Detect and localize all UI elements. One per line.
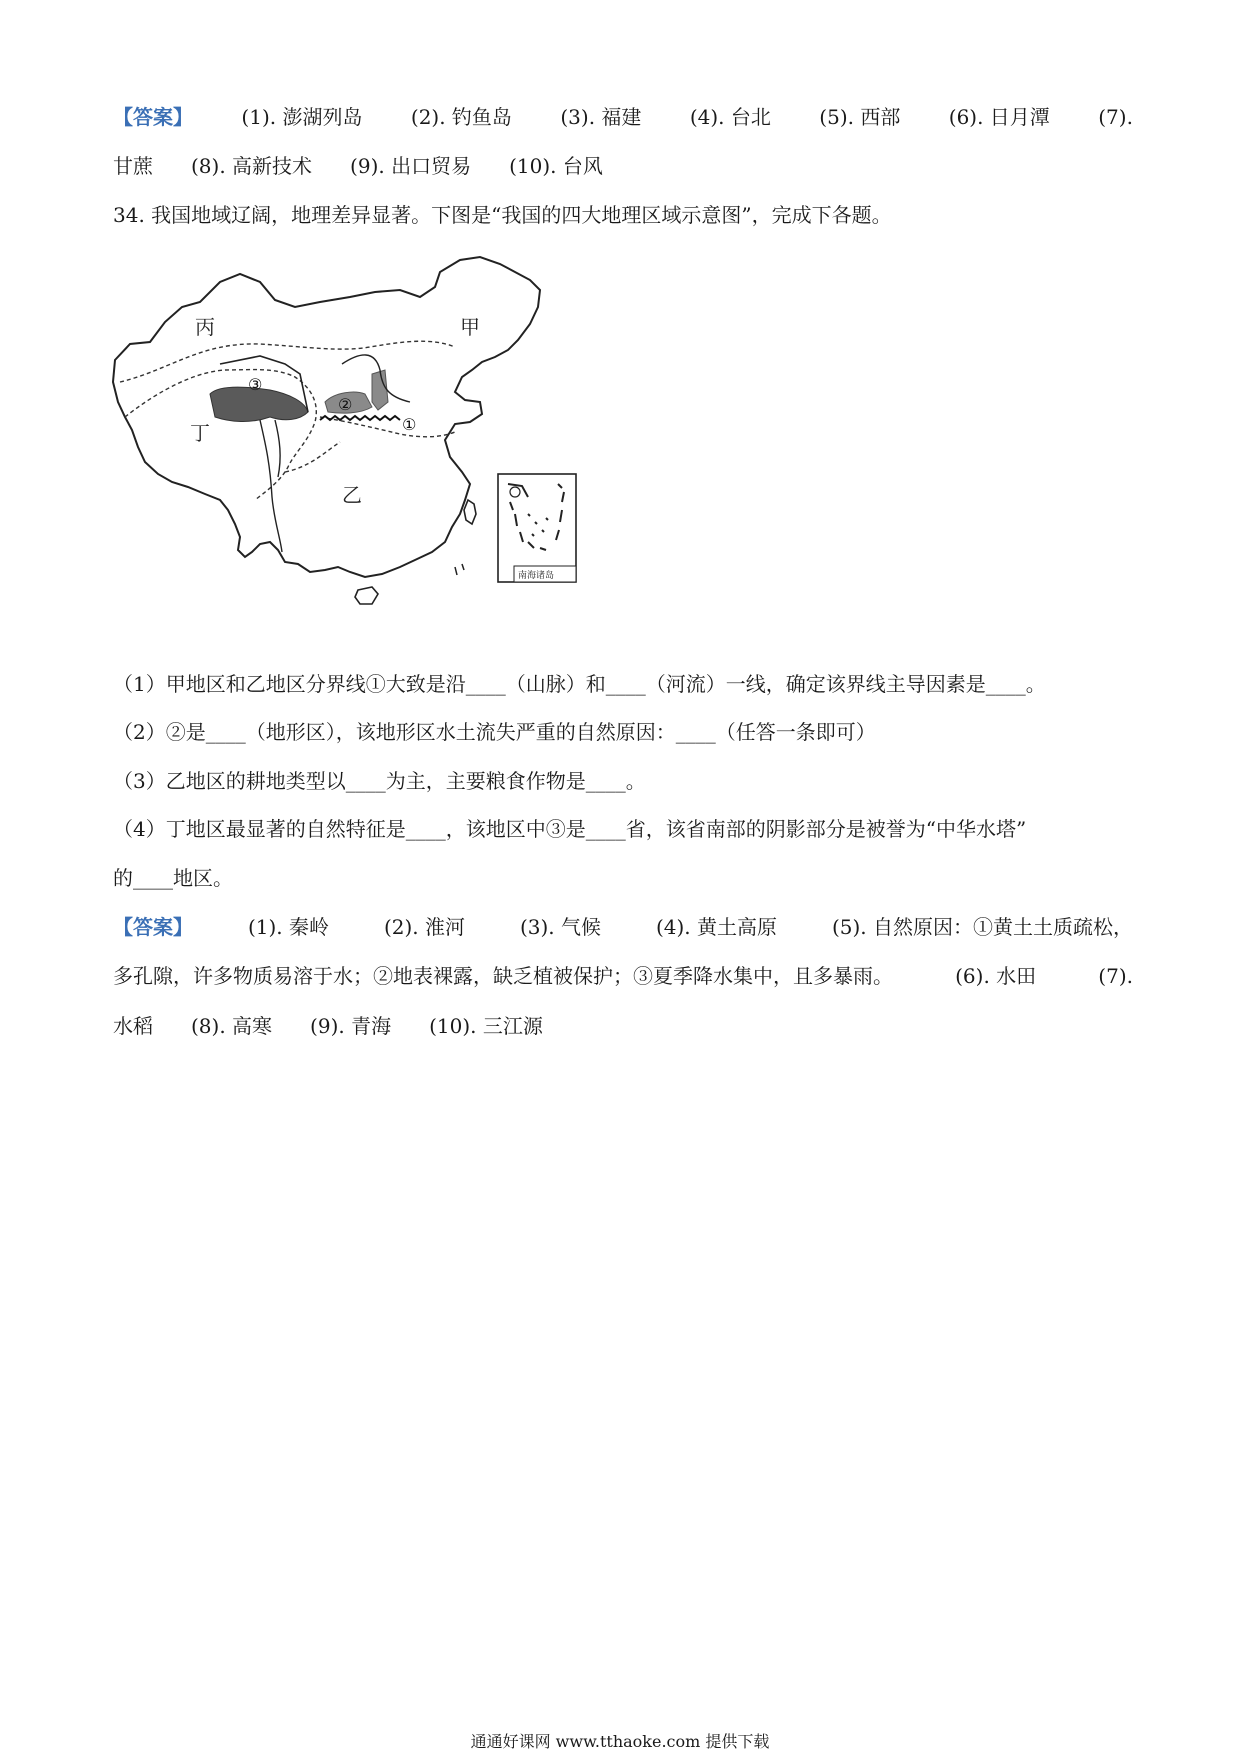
marker-3: ③ <box>248 375 263 394</box>
china-regions-map <box>110 252 650 662</box>
boundary-northwest-inner <box>285 442 340 472</box>
answer-item: (10). 台风 <box>509 154 603 178</box>
answer-item: (3). 气候 <box>519 915 601 939</box>
answer-item: (4). 黄土高原 <box>655 915 777 939</box>
answer-item: (1). 澎湖列岛 <box>241 105 363 129</box>
region-label-bing: 丙 <box>195 315 215 339</box>
hainan-island <box>355 587 378 604</box>
answer-item: (8). 高新技术 <box>191 154 313 178</box>
answer-item: 甘蔗 <box>113 154 153 178</box>
answer-item: (10). 三江源 <box>429 1014 543 1038</box>
answer-2-line-1 <box>113 913 1133 941</box>
south-sea-inset <box>498 474 576 582</box>
answer-item: (2). 钓鱼岛 <box>410 105 512 129</box>
answer-item: (3). 福建 <box>560 105 642 129</box>
answer-item: 多孔隙，许多物质易溶于水；②地表裸露，缺乏植被保护；③夏季降水集中，且多暴雨。 <box>113 964 893 988</box>
inset-label: 南海诸岛 <box>518 571 555 581</box>
sub-question-4-line-2: 的____地区。 <box>113 866 233 890</box>
sub-question-2: （2）②是____（地形区），该地形区水土流失严重的自然原因：____（任答一条即可） <box>113 720 876 744</box>
answer-item: (9). 青海 <box>310 1014 392 1038</box>
answer-item: (6). 日月潭 <box>948 105 1050 129</box>
answer-item: (5). 西部 <box>819 105 901 129</box>
marker-1: ① <box>402 415 417 434</box>
answer-item: (7). <box>1098 105 1133 129</box>
region-label-yi: 乙 <box>342 483 362 507</box>
answer-item: (7). <box>1098 964 1133 988</box>
sub-question-1: （1）甲地区和乙地区分界线①大致是沿____（山脉）和____（河流）一线，确定该界线主导因素是____。 <box>113 672 1046 696</box>
answer-item: (5). 自然原因：①黄土土质疏松， <box>831 915 1133 939</box>
answer-item: (1). 秦岭 <box>247 915 329 939</box>
taiwan-island <box>464 500 476 524</box>
sub-question-3: （3）乙地区的耕地类型以____为主，主要粮食作物是____。 <box>113 769 646 793</box>
answer-1-line-2 <box>113 152 1133 180</box>
answer-item: (9). 出口贸易 <box>350 154 472 178</box>
answer-item: (6). 水田 <box>955 964 1037 988</box>
answer-item: 水稻 <box>113 1014 153 1038</box>
region-label-ding: 丁 <box>190 421 210 445</box>
answer-item: (8). 高寒 <box>191 1014 273 1038</box>
region-label-jia: 甲 <box>460 315 480 339</box>
answer-item: (2). 淮河 <box>383 915 465 939</box>
answer-tag: 【答案】 <box>113 915 193 939</box>
boundary-north-northwest <box>120 341 455 382</box>
qinling-mountains <box>320 416 400 420</box>
marker-2: ② <box>338 395 353 414</box>
question-34-stem: 34. 我国地域辽阔，地理差异显著。下图是“我国的四大地理区域示意图”，完成下各题。 <box>113 203 892 227</box>
sub-question-4-line-1: （4）丁地区最显著的自然特征是____，该地区中③是____省，该省南部的阴影部分是被誉为“中华水塔” <box>113 817 1027 841</box>
answer-1-line-1 <box>113 103 1133 131</box>
answer-tag: 【答案】 <box>113 105 193 129</box>
answer-2-line-2 <box>113 962 1133 990</box>
answer-2-line-3 <box>113 1012 1133 1040</box>
answer-item: (4). 台北 <box>689 105 771 129</box>
page-footer: 通通好课网 www.tthaoke.com 提供下载 <box>470 1732 770 1751</box>
